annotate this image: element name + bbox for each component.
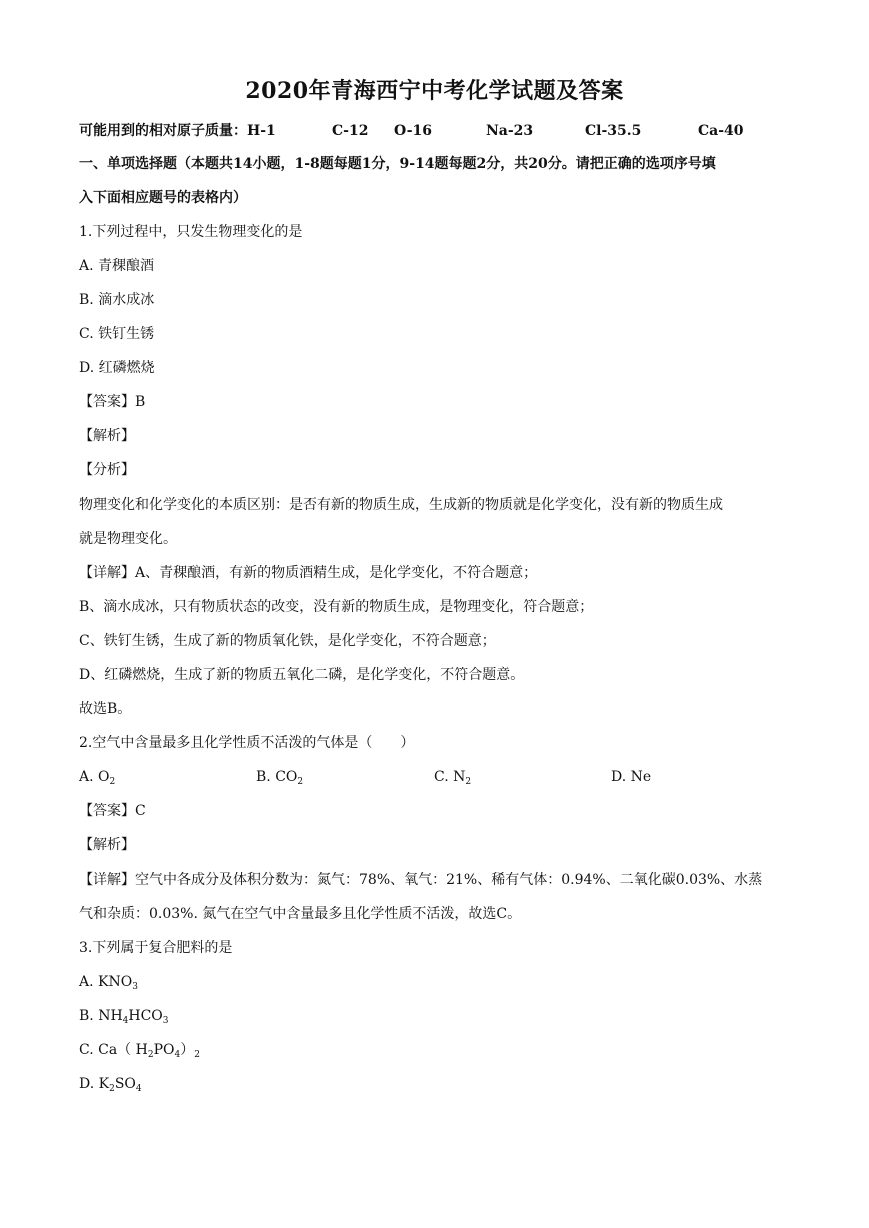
q1-option-a: A. 青稞酿酒	[79, 258, 155, 274]
q2-detail-line1: 【详解】空气中各成分及体积分数为：氮气：78%、氧气：21%、稀有气体：0.94%、二氧化碳0.03%、水蒸	[79, 872, 763, 888]
mass-h: H-1	[247, 123, 276, 139]
q2-option-c: C. $N_2$	[434, 769, 472, 787]
mass-c: C-12	[332, 123, 369, 139]
q1-detail-c: C、铁钉生锈，生成了新的物质氧化铁，是化学变化，不符合题意；	[79, 633, 496, 649]
q2-option-b: B. $CO_2$	[256, 769, 304, 787]
q1-answer: 【答案】B	[79, 394, 146, 410]
q1-conclusion: 故选B。	[79, 701, 132, 717]
mass-ca: Ca-40	[698, 123, 744, 139]
mass-o: O-16	[394, 123, 433, 139]
q2-stem: 2.空气中含量最多且化学性质不活泼的气体是（ ）	[79, 735, 415, 751]
mass-cl: Cl-35.5	[585, 123, 642, 139]
q1-detail-b: B、滴水成冰，只有物质状态的改变，没有新的物质生成，是物理变化，符合题意；	[79, 599, 594, 615]
q1-stem: 1.下列过程中，只发生物理变化的是	[79, 224, 303, 240]
q3-option-b: B. $NH_4HCO_3$	[79, 1008, 169, 1026]
atomic-mass-label: 可能用到的相对原子质量：	[79, 123, 247, 139]
q1-fenxi-label: 【分析】	[79, 462, 135, 478]
q1-option-d: D. 红磷燃烧	[79, 360, 155, 376]
q3-option-a: A. $KNO_3$	[79, 974, 138, 992]
q2-analysis-label: 【解析】	[79, 837, 135, 853]
q1-option-b: B. 滴水成冰	[79, 292, 155, 308]
q2-option-d: D. Ne	[611, 769, 652, 785]
q1-explain-line2: 就是物理变化。	[79, 531, 177, 547]
q1-analysis-label: 【解析】	[79, 428, 135, 444]
q2-option-a: A. $O_2$	[79, 769, 116, 787]
q2-answer: 【答案】C	[79, 803, 146, 819]
mass-na: Na-23	[486, 123, 534, 139]
atomic-mass-line	[79, 121, 744, 141]
q2-detail-line2: 气和杂质：0.03%. 氮气在空气中含量最多且化学性质不活泼，故选C。	[79, 906, 522, 922]
q1-detail-a: 【详解】A、青稞酿酒，有新的物质酒精生成，是化学变化，不符合题意；	[79, 565, 538, 581]
q3-stem: 3.下列属于复合肥料的是	[79, 940, 233, 956]
q1-option-c: C. 铁钉生锈	[79, 326, 155, 342]
q3-option-d: D. $K_2SO_4$	[79, 1076, 142, 1094]
q3-option-c: C. Ca（ $H_2PO_4)_2$	[79, 1042, 200, 1060]
page-title: 2020年青海西宁中考化学试题及答案	[245, 78, 624, 104]
q1-explain-line1: 物理变化和化学变化的本质区别：是否有新的物质生成，生成新的物质就是化学变化，没有新的物质生成	[79, 497, 723, 513]
section-heading-2: 入下面相应题号的表格内）	[79, 190, 247, 206]
section-heading-1: 一、单项选择题（本题共14小题，1-8题每题1分，9-14题每题2分，共20分。请把正确的选项序号填	[79, 156, 716, 172]
q1-detail-d: D、红磷燃烧，生成了新的物质五氧化二磷，是化学变化，不符合题意。	[79, 667, 525, 683]
